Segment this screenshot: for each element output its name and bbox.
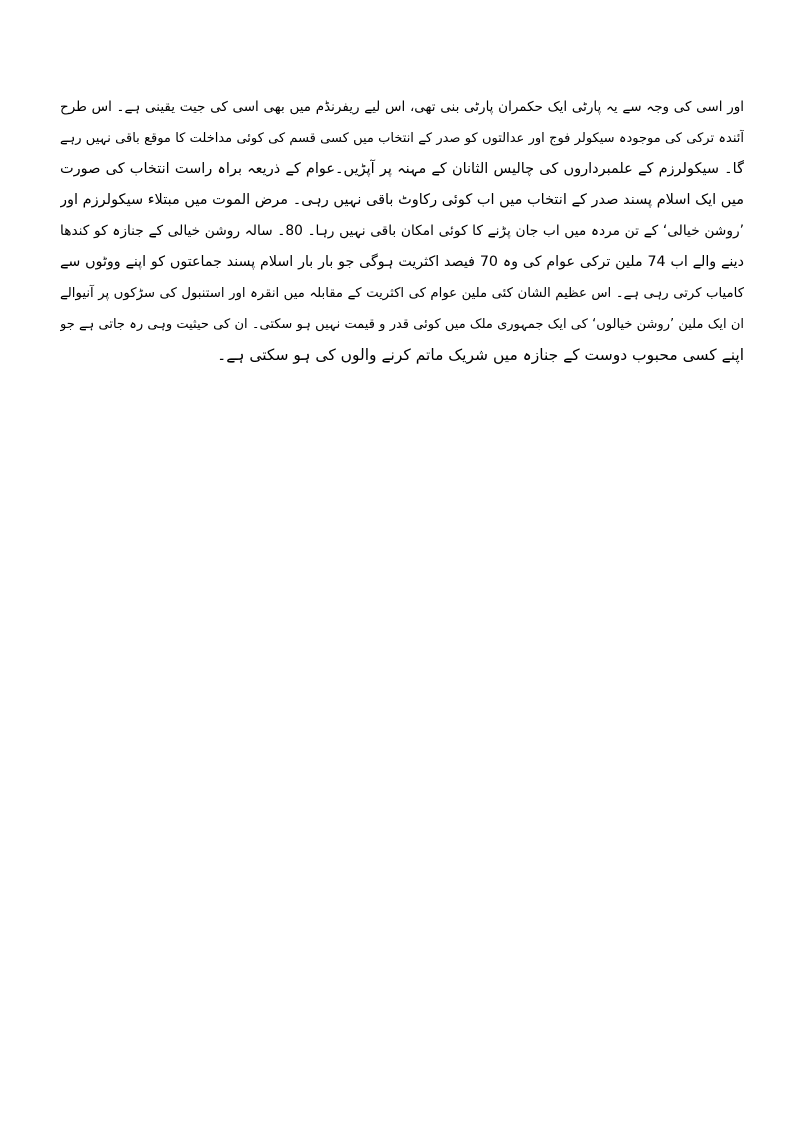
text-line-2: آئندہ ترکی کی موجودہ سیکولر فوج اور عدالتوں کو صدر کے انتخاب میں کسی قسم کی کوئی مداخلت کا موقع باقی نہیں رہے bbox=[60, 131, 744, 146]
text-line-3: گا۔ سیکولرزم کے علمبرداروں کی چالیس الثانان کے مہنہ پر آپڑیں۔عوام کے ذریعہ براہ راست انتخاب کی صورت bbox=[60, 161, 744, 177]
text-line-8: ان ایک ملین ’روشن خیالوں‘ کی ایک جمہوری ملک میں کوئی قدر و قیمت نہیں ہو سکتی۔ ان کی حیثیت وہی رہ جاتی ہے جو bbox=[60, 317, 744, 332]
text-line-6: دینے والے اب 74 ملین ترکی عوام کی وہ 70 فیصد اکثریت ہوگی جو بار بار اسلام پسند جماعتوں کو اپنے ووٹوں سے bbox=[60, 254, 744, 270]
text-line-7: کامیاب کرتی رہی ہے۔ اس عظیم الشان کئی ملین عوام کی اکثریت کے مقابلہ میں انقرہ اور استنبول کی سڑکوں پر آنیوالے bbox=[60, 286, 744, 301]
text-line-1: اور اسی کی وجہ سے یہ پارٹی ایک حکمران پارٹی بنی تھی، اس لیے ریفرنڈم میں بھی اسی کی جیت یقینی ہے۔ اس طرح bbox=[60, 99, 744, 115]
body-paragraph bbox=[60, 92, 744, 371]
text-line-5: ’روشن خیالی‘ کے تن مردہ میں اب جان پڑنے کا کوئی امکان باقی نہیں رہا۔ 80۔ سالہ روشن خیالی کے جنازہ کو کندھا bbox=[60, 223, 744, 239]
text-line-9: اپنے کسی محبوب دوست کے جنازہ میں شریک ماتم کرنے والوں کی ہو سکتی ہے۔ bbox=[217, 346, 744, 364]
text-line-4: میں ایک اسلام پسند صدر کے انتخاب میں اب کوئی رکاوٹ باقی نہیں رہی۔ مرض الموت میں مبتلاء سیکولرزم اور bbox=[60, 192, 744, 208]
